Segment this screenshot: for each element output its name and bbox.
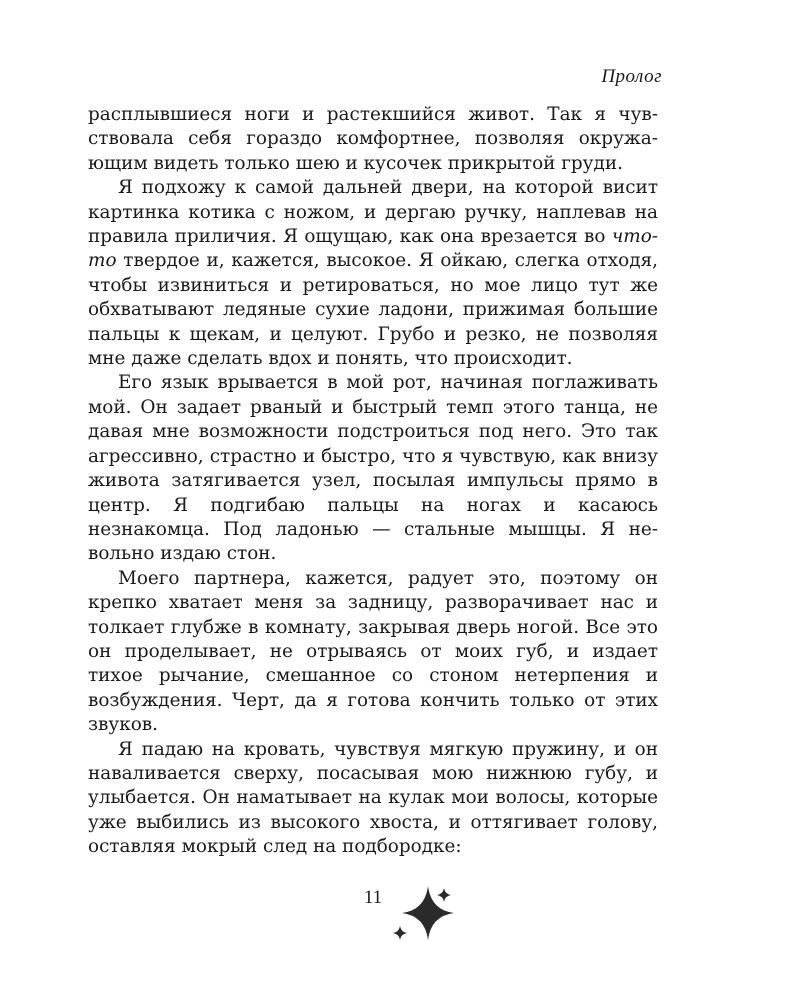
page-number: 11 [363,887,383,908]
paragraph [88,176,658,371]
small-star-shape [437,888,451,902]
paragraph-text: Его язык врывается в мой рот, начиная поглаживать мой. Он задает рваный и быстрый темп этого танца, не давая мне возможности подстроиться под него. Это так агрессивно, страстно и быстро, что я чувствую, как внизу живота затягивается узел, посылая импульсы прямо в центр. Я подгибаю пальцы на ногах и касаюсь незнакомца. Под ладонью — стальные мышцы. Я невольно издаю стон. [88,372,658,565]
sparkle-stars-icon [384,880,474,950]
paragraph [88,567,658,738]
paragraph-text: твердое и, кажется, высокое. Я ойкаю, слегка отходя, чтобы извиниться и ретироваться, но мое лицо тут же обхватывают ледяные сухие ладони, прижимая большие пальцы к щекам, и целуют. Грубо и резко, не позволяя мне даже сделать вдох и понять, что происходит. [88,250,658,370]
paragraph [88,371,658,566]
paragraph-text: Моего партнера, кажется, радует это, поэтому он крепко хватает меня за задницу, разворачивает нас и толкает глубже в комнату, закрывая дверь ногой. Все это он проделывает, не отрываясь от моих губ, и издает тихое рычание, смешанное со стоном нетерпения и возбуждения. Черт, да я готова кончить только от этих звуков. [88,567,658,736]
chapter-header: Пролог [601,66,662,87]
small-star-shape [393,926,407,940]
paragraph [88,738,658,860]
body-text [88,103,658,860]
paragraph-text: Я падаю на кровать, чувствуя мягкую пружину, и он наваливается сверху, посасывая мою нижнюю губу, и улыбается. Он наматывает на кулак мои волосы, которые уже выбились из высокого хвоста, и оттягивает голову, оставляя мокрый след на подбородке: [88,738,658,858]
paragraph-text: Я подхожу к самой дальней двери, на которой висит картинка котика с ножом, и дергаю ручку, наплевав на правила приличия. Я ощущаю, как она врезается во [88,177,658,248]
emphasis-text: что-то [88,226,658,272]
paragraph-text: расплывшиеся ноги и растекшийся живот. Так я чувствовала себя гораздо комфортнее, позволяя окружающим видеть только шею и кусочек прикрытой груди. [88,104,658,174]
paragraph [88,103,658,176]
